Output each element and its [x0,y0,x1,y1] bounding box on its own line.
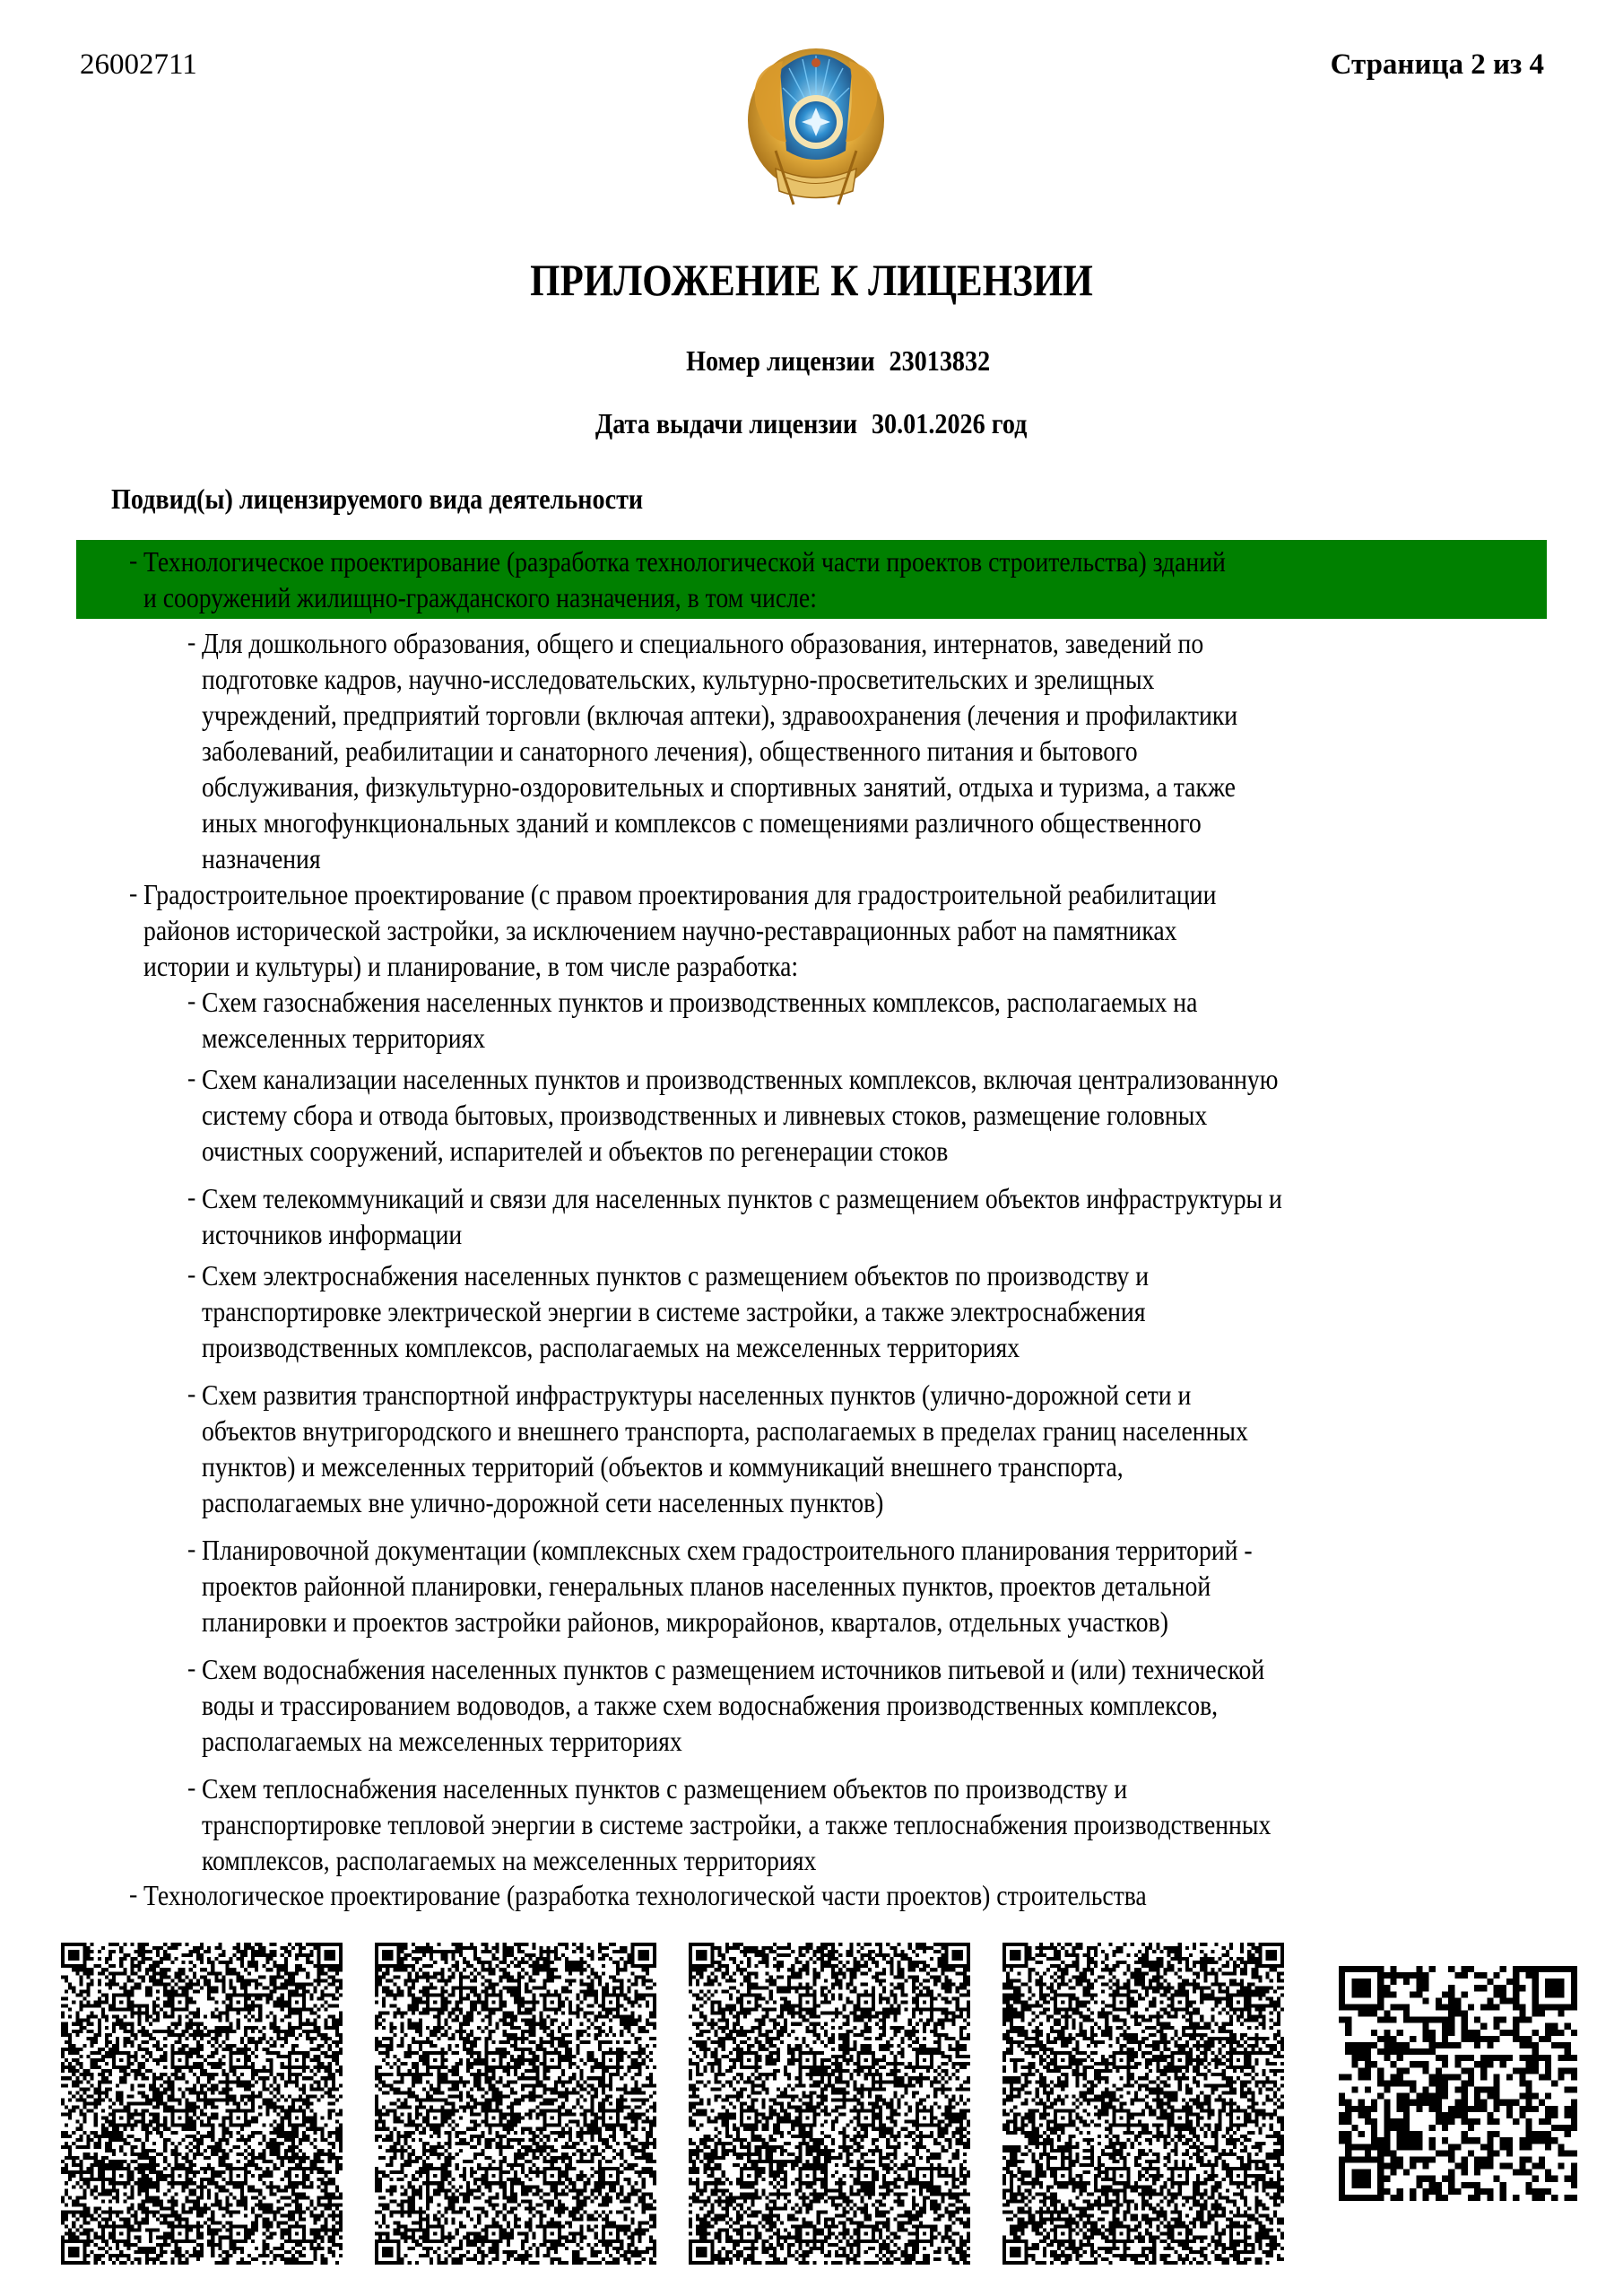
bullet-dash-icon: - [187,629,196,657]
item-text-line: источников информации [202,1218,463,1250]
license-date-label: Дата выдачи лицензии [595,407,858,439]
license-date-row [0,405,1623,441]
item-text-line: Схем развития транспортной инфраструктуры населенных пунктов (улично-дорожной сети и [202,1378,1192,1411]
item-text-line: систему сбора и отвода бытовых, производственных и ливневых стоков, размещение головных [202,1099,1208,1131]
bullet-dash-icon: - [187,1535,196,1563]
page-title [0,253,1623,307]
item-text-line: располагаемых вне улично-дорожной сети населенных пунктов) [202,1486,884,1518]
bullet-dash-icon: - [187,1655,196,1683]
qr-pattern [1002,1943,1284,2265]
item-text-line: очистных сооружений, испарителей и объектов по регенерации стоков [202,1135,949,1167]
license-date-value: 30.01.2026 год [872,407,1028,439]
bullet-dash-icon: - [187,1065,196,1092]
item-text-line: планировки и проектов застройки районов, микрорайонов, кварталов, отдельных участков) [202,1605,1168,1638]
item-text-line: комплексов, располагаемых на межселенных территориях [202,1844,817,1876]
item-text-line: воды и трассированием водоводов, а также схем водоснабжения производственных комплексов, [202,1689,1219,1721]
item-text-line: Схем теплоснабжения населенных пунктов с размещением объектов по производству и [202,1772,1128,1805]
item-text-line: Градостроительное проектирование (с правом проектирования для градостроительной реабилитации [143,878,1217,910]
item-text-line: обслуживания, физкультурно-оздоровительных и спортивных занятий, отдыха и туризма, а также [202,770,1236,803]
qr-code-4 [1002,1943,1284,2265]
item-text-line: учреждений, предприятий торговли (включая аптеки), здравоохранения (лечения и профилактики [202,699,1238,731]
bullet-dash-icon: - [187,1261,196,1289]
item-text-line: истории и культуры) и планирование, в том числе разработка: [143,950,799,982]
subtype-subitem [187,1377,1411,1520]
item-text-line: Технологическое проектирование (разработка технологической части проектов строительства) зданий [143,545,1226,578]
subtype-item [129,544,1394,615]
verification-qr-code [1339,1966,1577,2201]
page-title-text: ПРИЛОЖЕНИЕ К ЛИЦЕНЗИИ [530,255,1093,305]
item-text-line: Схем телекоммуникаций и связи для населенных пунктов с размещением объектов инфраструктуры и [202,1182,1282,1214]
item-text-line: заболеваний, реабилитации и санаторного лечения), общественного питания и бытового [202,735,1138,767]
item-text-line: Планировочной документации (комплексных схем градостроительного планирования территорий - [202,1534,1253,1566]
item-text-line: производственных комплексов, располагаемых на межселенных территориях [202,1331,1020,1363]
qr-code-row [0,1943,1623,2266]
bullet-dash-icon: - [187,1774,196,1802]
subtype-subitem [187,1257,1297,1365]
subtype-subitem [187,1770,1437,1878]
subtype-subitem [187,984,1353,1056]
qr-code-2 [375,1943,656,2265]
item-text-line: иных многофункциональных зданий и комплексов с помещениями различного общественного [202,806,1202,839]
subtype-subitem [187,1061,1446,1169]
subtype-subitem [187,625,1399,876]
item-text-line: назначения [202,842,321,874]
page-indicator: Страница 2 из 4 [1330,48,1544,81]
license-number-row [0,343,1623,378]
license-number-label: Номер лицензии [686,344,876,377]
bullet-dash-icon: - [187,1380,196,1408]
item-text-line: располагаемых на межселенных территориях [202,1725,682,1757]
item-text-line: объектов внутригородского и внешнего транспорта, располагаемых в пределах границ населенных [202,1414,1248,1447]
subtype-item [129,876,1384,984]
item-text-line: районов исторической застройки, за исключением научно-реставрационных работ на памятниках [143,914,1177,946]
item-text-line: транспортировке тепловой энергии в системе застройки, а также теплоснабжения производственных [202,1808,1271,1840]
item-text-line: подготовке кадров, научно-исследовательских, культурно-просветительских и зрелищных [202,663,1155,695]
bullet-dash-icon: - [187,987,196,1015]
qr-code-3 [689,1943,970,2265]
subtype-item [129,1877,1303,1913]
item-text-line: межселенных территориях [202,1022,486,1054]
item-text-line: и сооружений жилищно-гражданского назначения, в том числе: [143,581,817,613]
item-text-line: пунктов) и межселенных территорий (объектов и коммуникаций внешнего транспорта, [202,1450,1124,1483]
bullet-dash-icon: - [129,880,138,908]
subtype-subitem [187,1532,1416,1639]
item-text-line: проектов районной планировки, генеральных планов населенных пунктов, проектов детальной [202,1570,1211,1602]
state-emblem-icon [740,43,892,210]
document-id: 26002711 [80,48,197,81]
qr-pattern [689,1943,970,2265]
item-text-line: Схем электроснабжения населенных пунктов с размещением объектов по производству и [202,1259,1150,1292]
qr-pattern [1339,1966,1577,2201]
bullet-dash-icon: - [129,547,138,575]
subtype-subitem [187,1180,1451,1252]
section-heading: Подвид(ы) лицензируемого вида деятельности [111,483,644,515]
qr-pattern [61,1943,343,2265]
item-text-line: Технологическое проектирование (разработка технологической части проектов) строительства [143,1879,1147,1911]
item-text-line: Схем газоснабжения населенных пунктов и производственных комплексов, располагаемых на [202,986,1198,1018]
subtype-subitem [187,1651,1430,1759]
qr-pattern [375,1943,656,2265]
item-text-line: Для дошкольного образования, общего и специального образования, интернатов, заведений по [202,627,1204,659]
item-text-line: Схем канализации населенных пунктов и производственных комплексов, включая централизованную [202,1063,1279,1095]
license-number-value: 23013832 [889,344,991,377]
item-text-line: Схем водоснабжения населенных пунктов с размещением источников питьевой и (или) технической [202,1653,1265,1685]
bullet-dash-icon: - [129,1881,138,1909]
bullet-dash-icon: - [187,1184,196,1212]
item-text-line: транспортировке электрической энергии в системе застройки, а также электроснабжения [202,1295,1146,1327]
qr-code-1 [61,1943,343,2265]
